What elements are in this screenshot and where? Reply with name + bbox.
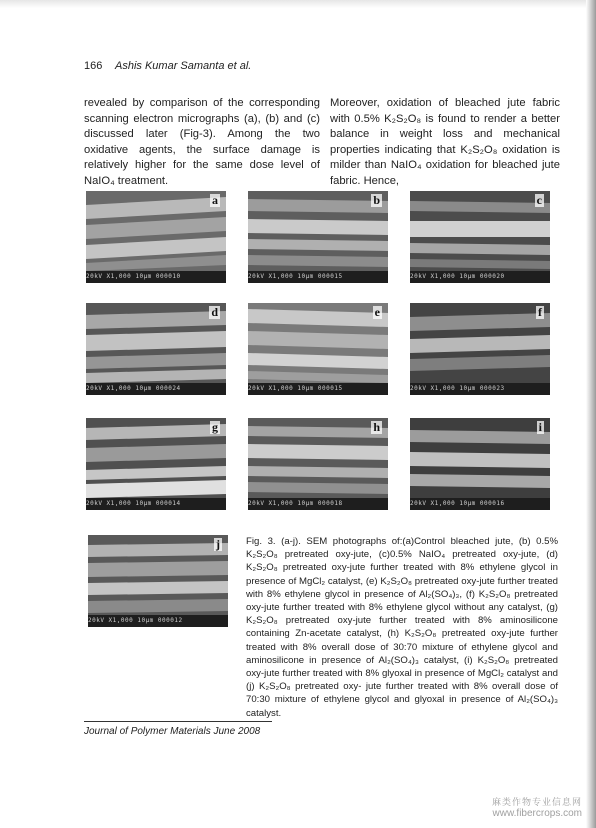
footer-rule bbox=[84, 721, 272, 722]
sem-panel-b bbox=[248, 191, 388, 283]
page-number: 166 bbox=[84, 60, 103, 72]
sem-image-d bbox=[86, 303, 226, 383]
panel-label-d: d bbox=[211, 305, 218, 319]
sem-image-j bbox=[88, 535, 228, 615]
sem-panel-d bbox=[86, 303, 226, 395]
sem-panel-h bbox=[248, 418, 388, 510]
sem-panel-c bbox=[410, 191, 550, 283]
scalebar-g: 20kV X1,000 10µm 000014 bbox=[86, 498, 226, 510]
sem-image-a bbox=[86, 191, 226, 271]
watermark-chinese: 麻类作物专业信息网 bbox=[491, 797, 582, 807]
panel-label-f: f bbox=[538, 305, 542, 319]
scalebar-f: 20kV X1,000 10µm 000023 bbox=[410, 383, 550, 395]
body-left-column: revealed by comparison of the corresponding scanning electron micrographs (a), (b) and (c) discussed later (Fig-3). Among the two oxidative agents, the surface damage is relatively higher for the same dose level of NaIO₄ treatment. bbox=[84, 97, 320, 187]
sem-image-i bbox=[410, 418, 550, 498]
sem-panel-f bbox=[410, 303, 550, 395]
site-watermark bbox=[492, 796, 582, 820]
panel-label-i: i bbox=[538, 420, 542, 434]
scalebar-a: 20kV X1,000 10µm 000010 bbox=[86, 271, 226, 283]
scalebar-c: 20kV X1,000 10µm 000020 bbox=[410, 271, 550, 283]
panel-label-j: j bbox=[216, 537, 220, 551]
sem-image-e bbox=[248, 303, 388, 383]
sem-panel-g bbox=[86, 418, 226, 510]
running-header bbox=[84, 60, 251, 72]
panel-label-b: b bbox=[373, 193, 380, 207]
scalebar-b: 20kV X1,000 10µm 000015 bbox=[248, 271, 388, 283]
scalebar-i: 20kV X1,000 10µm 000016 bbox=[410, 498, 550, 510]
sem-image-f bbox=[410, 303, 550, 383]
scalebar-h: 20kV X1,000 10µm 000018 bbox=[248, 498, 388, 510]
panel-label-h: h bbox=[373, 420, 380, 434]
page-top-edge bbox=[0, 0, 596, 8]
panel-label-e: e bbox=[374, 305, 380, 319]
sem-image-h bbox=[248, 418, 388, 498]
sem-panel-e bbox=[248, 303, 388, 395]
scalebar-e: 20kV X1,000 10µm 000015 bbox=[248, 383, 388, 395]
sem-image-c bbox=[410, 191, 550, 271]
panel-label-c: c bbox=[536, 193, 542, 207]
sem-panel-i bbox=[410, 418, 550, 510]
sem-panel-a bbox=[86, 191, 226, 283]
journal-footer: Journal of Polymer Materials June 2008 bbox=[84, 726, 261, 737]
running-authors: Ashis Kumar Samanta et al. bbox=[115, 60, 252, 72]
panel-label-a: a bbox=[212, 193, 218, 207]
scalebar-d: 20kV X1,000 10µm 000024 bbox=[86, 383, 226, 395]
watermark-url: www.fibercrops.com bbox=[492, 808, 582, 819]
page-binding-shadow bbox=[586, 0, 596, 828]
sem-image-b bbox=[248, 191, 388, 271]
sem-panel-j bbox=[88, 535, 228, 627]
panel-label-g: g bbox=[212, 420, 218, 434]
body-right-column: Moreover, oxidation of bleached jute fabric with 0.5% K₂S₂O₈ is found to render a better balance in weight loss and mechanical properties indicating that K₂S₂O₈ oxidation is milder than NaIO₄ oxidation for bleached jute fabric. Hence, bbox=[330, 97, 560, 187]
scalebar-j: 20kV X1,000 10µm 000012 bbox=[88, 615, 228, 627]
sem-image-g bbox=[86, 418, 226, 498]
figure-caption: Fig. 3. (a-j). SEM photographs of:(a)Control bleached jute, (b) 0.5% K₂S₂O₈ pretreated oxy-jute, (c)0.5% NaIO₄ pretreated oxy-jute, (d) K₂S₂O₈ pretreated oxy-jute further treated with 8% ethylene glycol in presence of MgCl₂ catalyst, (e) K₂S₂O₈ pretreated oxy-jute further treated with 8% ethylene glycol in presence of Al₂(SO₄)₃, (f) K₂S₂O₈ pretreated oxy-jute further treated with 8% ethylene glycol without any catalyst, (g) K₂S₂O₈ pretreated oxy-jute further treated with 8% aminosilicone containing Zn-acetate catalyst, (h) K₂S₂O₈ pretreated oxy-jute further treated with 8% overall dose of 30:70 mixture of ethylene glycol and aminosilicone in presence of Al₂(SO₄)₃ catalyst, (i) K₂S₂O₈ pretreated oxy-jute further treated with 8% glyoxal in presence of MgCl₂ catalyst and (j) K₂S₂O₈ pretreated oxy- jute further treated with 8% overall dose of 70:30 mixture of ethylene glycol and glyoxal in presence of Al₂(SO₄)₃ catalyst. bbox=[246, 536, 558, 719]
